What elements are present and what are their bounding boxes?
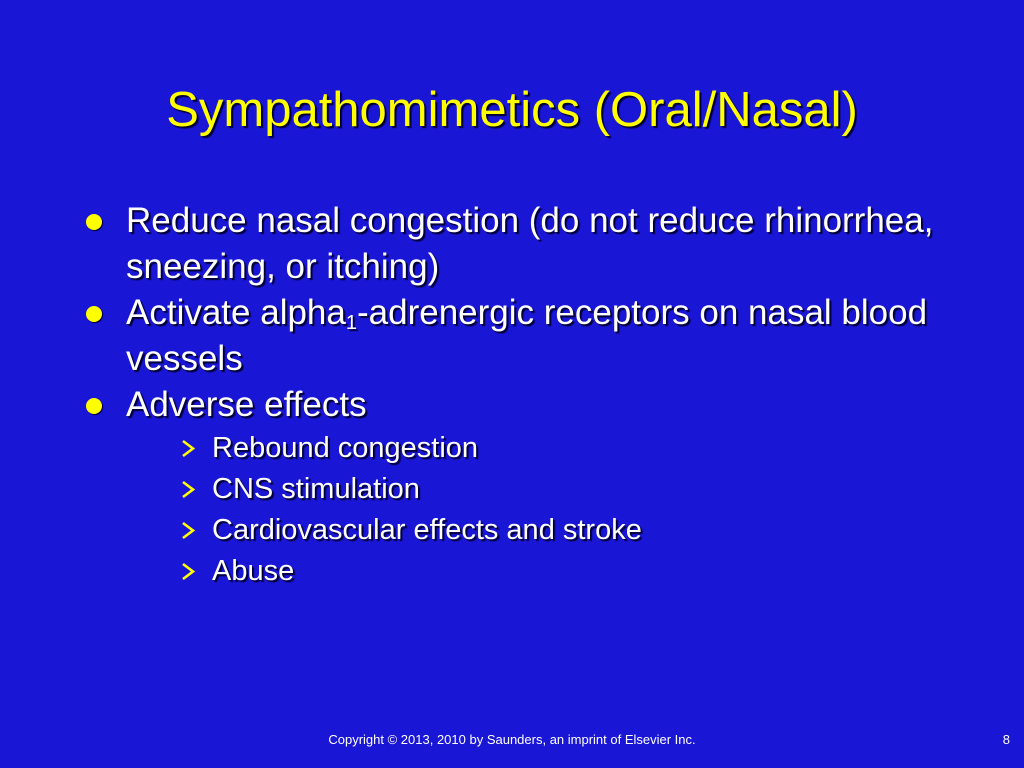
sub-bullet-item bbox=[126, 551, 966, 592]
arrowhead-bullet-icon bbox=[178, 551, 198, 592]
slide-title: Sympathomimetics (Oral/Nasal) bbox=[166, 83, 858, 137]
sub-bullet-text: Cardiovascular effects and stroke bbox=[212, 514, 642, 546]
bullet-text-start: Activate alpha bbox=[126, 293, 346, 332]
arrowhead-bullet-icon bbox=[178, 428, 198, 469]
bullet-list bbox=[86, 198, 966, 592]
bullet-item-reduce-congestion bbox=[86, 198, 966, 290]
sub-bullet-item bbox=[126, 428, 966, 469]
arrowhead-bullet-icon bbox=[178, 469, 198, 510]
adverse-effects-list bbox=[126, 428, 966, 592]
sub-bullet-text: Rebound congestion bbox=[212, 432, 479, 464]
sub-bullet-item bbox=[126, 510, 966, 551]
bullet-item-adverse-effects bbox=[86, 382, 966, 592]
sub-bullet-text: Abuse bbox=[212, 555, 295, 587]
sub-bullet-item bbox=[126, 469, 966, 510]
copyright-footer: Copyright © 2013, 2010 by Saunders, an imprint of Elsevier Inc. bbox=[328, 732, 696, 747]
bullet-dot-icon bbox=[86, 398, 102, 414]
arrowhead-bullet-icon bbox=[178, 510, 198, 551]
bullet-dot-icon bbox=[86, 306, 102, 322]
bullet-text-end: -adrenergic receptors on nasal blood vessels bbox=[126, 293, 928, 378]
bullet-subscript: 1 bbox=[345, 312, 357, 334]
bullet-dot-icon bbox=[86, 214, 102, 230]
bullet-text: Adverse effects bbox=[126, 385, 367, 424]
page-number: 8 bbox=[1002, 732, 1010, 747]
bullet-item-activate-alpha bbox=[86, 290, 966, 382]
sub-bullet-text: CNS stimulation bbox=[212, 473, 420, 505]
bullet-text: Reduce nasal congestion (do not reduce rhinorrhea, sneezing, or itching) bbox=[126, 201, 934, 286]
